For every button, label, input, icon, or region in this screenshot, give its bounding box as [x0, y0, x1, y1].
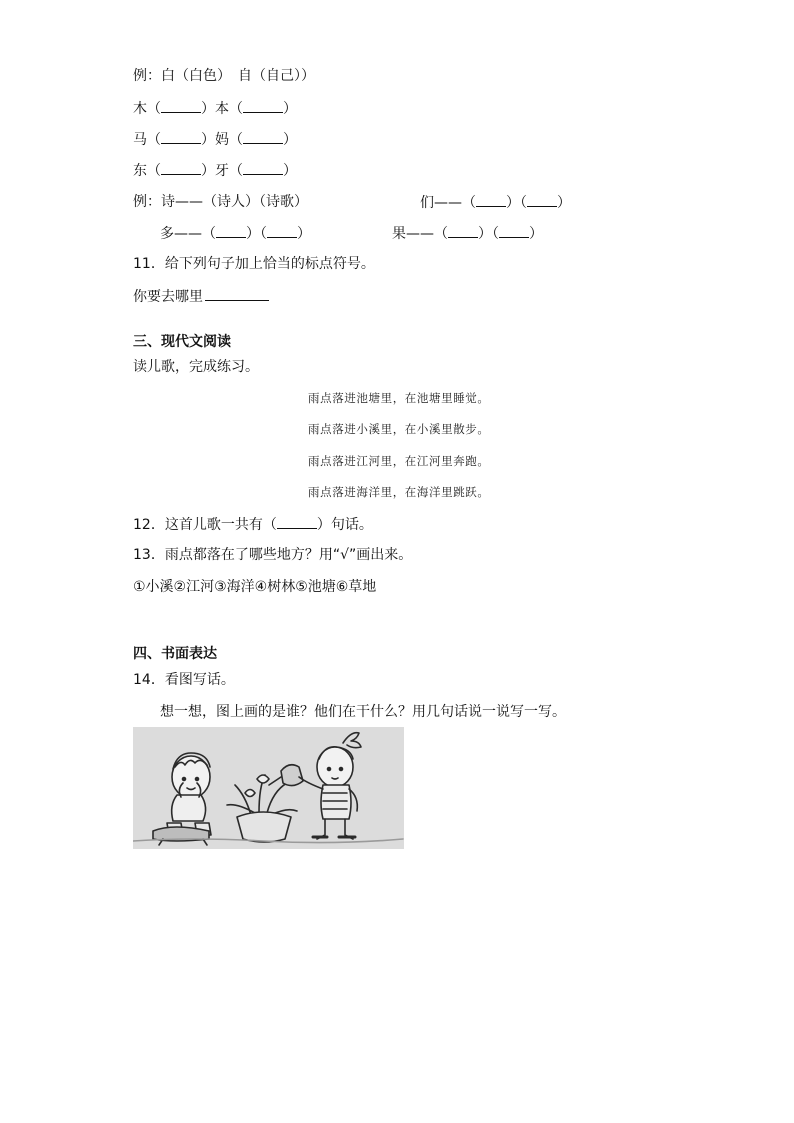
- section-4-heading: 四、书面表达: [133, 646, 217, 662]
- answer-blank[interactable]: [216, 224, 246, 238]
- children-watering-flowers-picture: [133, 727, 404, 849]
- poem-line-3: 雨点落进江河里，在江河里奔跑。: [308, 454, 490, 468]
- picture-illustration: [133, 727, 404, 849]
- answer-blank[interactable]: [448, 224, 478, 238]
- answer-blank[interactable]: [476, 193, 506, 207]
- answer-blank[interactable]: [527, 193, 557, 207]
- answer-blank[interactable]: [243, 161, 283, 175]
- word-row-ma: 马（ ）妈（ ）: [133, 132, 297, 148]
- answer-blank[interactable]: [205, 287, 269, 301]
- example-line-2: 例：诗——（诗人）（诗歌）: [133, 194, 308, 210]
- answer-blank[interactable]: [161, 161, 201, 175]
- answer-blank[interactable]: [243, 99, 283, 113]
- answer-blank[interactable]: [499, 224, 529, 238]
- question-14-instruction: 想一想，图上画的是谁？他们在干什么？用几句话说一说写一写。: [160, 704, 566, 720]
- answer-blank[interactable]: [243, 130, 283, 144]
- question-12: 12．这首儿歌一共有（ ）句话。: [133, 517, 373, 533]
- question-14: 14．看图写话。: [133, 672, 235, 688]
- question-13-options: ①小溪②江河③海洋④树林⑤池塘⑥草地: [133, 579, 377, 595]
- poem-line-4: 雨点落进海洋里，在海洋里跳跃。: [308, 485, 490, 499]
- question-11-sentence: 你要去哪里: [133, 287, 269, 306]
- word-row-dong: 东（ ）牙（ ）: [133, 163, 297, 179]
- answer-blank[interactable]: [267, 224, 297, 238]
- section-3-heading: 三、现代文阅读: [133, 334, 231, 350]
- word-guo: 果——（ ）（ ）: [392, 226, 543, 242]
- answer-blank[interactable]: [161, 99, 201, 113]
- poem-line-2: 雨点落进小溪里，在小溪里散步。: [308, 422, 490, 436]
- poem-line-1: 雨点落进池塘里，在池塘里睡觉。: [308, 391, 490, 405]
- answer-blank[interactable]: [161, 130, 201, 144]
- question-11: 11．给下列句子加上恰当的标点符号。: [133, 256, 375, 272]
- word-row-mu: 木（ ）本（ ）: [133, 101, 297, 117]
- word-men: 们——（ ）（ ）: [420, 195, 571, 211]
- answer-blank[interactable]: [277, 515, 317, 529]
- word-duo: 多——（ ）（ ）: [160, 226, 311, 242]
- example-line-1: 例：白（白色） 自（自己））: [133, 68, 315, 84]
- question-13: 13．雨点都落在了哪些地方？用“√”画出来。: [133, 547, 413, 563]
- section-3-instruction: 读儿歌，完成练习。: [133, 359, 259, 375]
